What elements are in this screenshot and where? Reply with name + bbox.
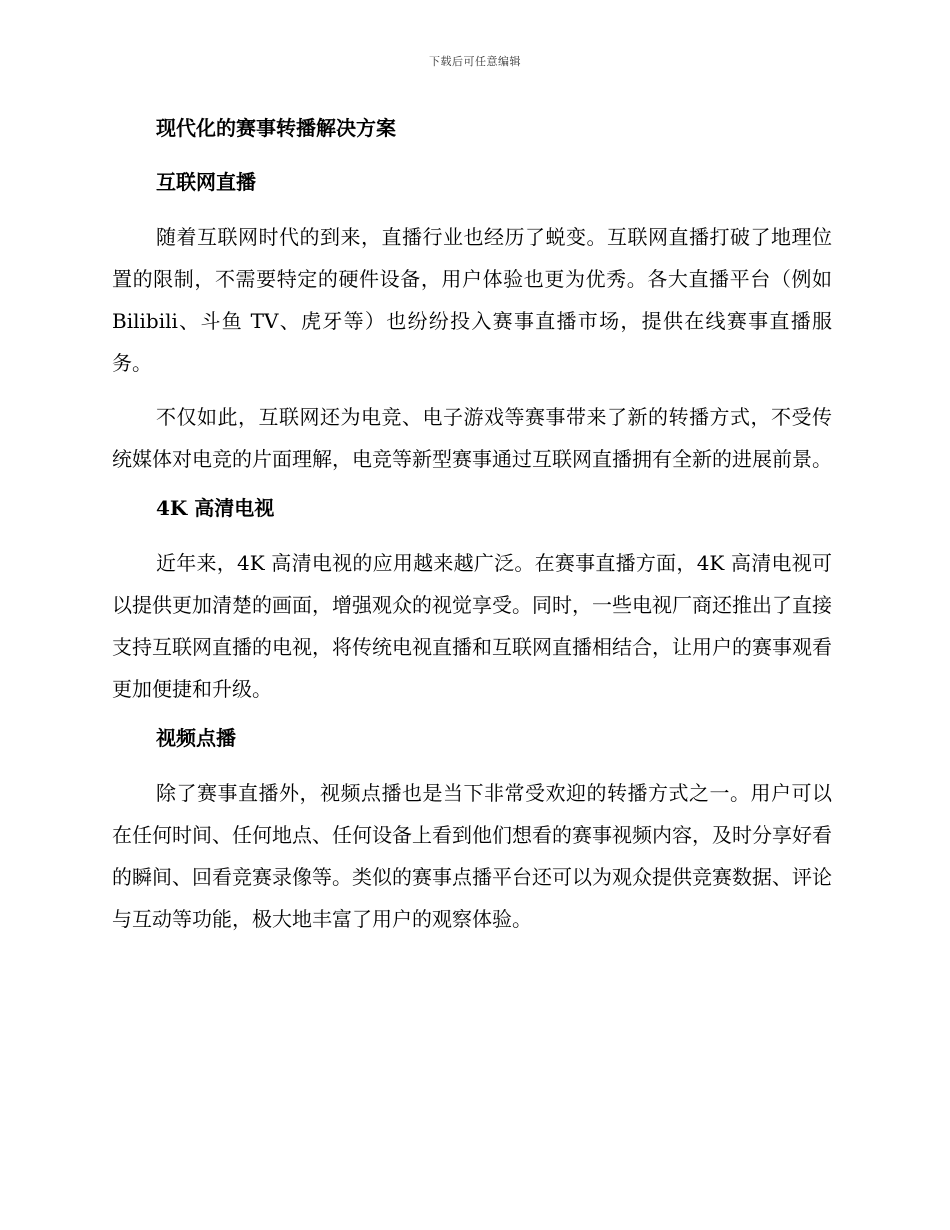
document-title: 现代化的赛事转播解决方案 bbox=[156, 116, 396, 140]
section-heading: 互联网直播 bbox=[156, 170, 256, 194]
section-heading: 4K 高清电视 bbox=[156, 496, 275, 520]
section-internet-live bbox=[112, 166, 832, 480]
paragraph: 不仅如此，互联网还为电竞、电子游戏等赛事带来了新的转播方式，不受传统媒体对电竞的片面理解，电竞等新型赛事通过互联网直播拥有全新的进展前景。 bbox=[112, 405, 832, 471]
section-heading: 视频点播 bbox=[156, 726, 236, 750]
document-body bbox=[112, 112, 832, 952]
paragraph: 随着互联网时代的到来，直播行业也经历了蜕变。互联网直播打破了地理位置的限制，不需要特定的硬件设备，用户体验也更为优秀。各大直播平台（例如 Bilibili、斗鱼 TV、虎牙等）也纷纷投入赛事直播市场，提供在线赛事直播服务。 bbox=[112, 225, 832, 375]
page-header: 下载后可任意编辑 bbox=[429, 55, 521, 68]
paragraph: 近年来，4K 高清电视的应用越来越广泛。在赛事直播方面，4K 高清电视可以提供更加清楚的画面，增强观众的视觉享受。同时，一些电视厂商还推出了直接支持互联网直播的电视，将传统电视直播和互联网直播相结合，让用户的赛事观看更加便捷和升级。 bbox=[112, 551, 832, 701]
section-4k-tv bbox=[112, 492, 832, 710]
paragraph: 除了赛事直播外，视频点播也是当下非常受欢迎的转播方式之一。用户可以在任何时间、任何地点、任何设备上看到他们想看的赛事视频内容，及时分享好看的瞬间、回看竞赛录像等。类似的赛事点播平台还可以为观众提供竞赛数据、评论与互动等功能，极大地丰富了用户的观察体验。 bbox=[112, 781, 832, 931]
section-video-on-demand bbox=[112, 722, 832, 940]
